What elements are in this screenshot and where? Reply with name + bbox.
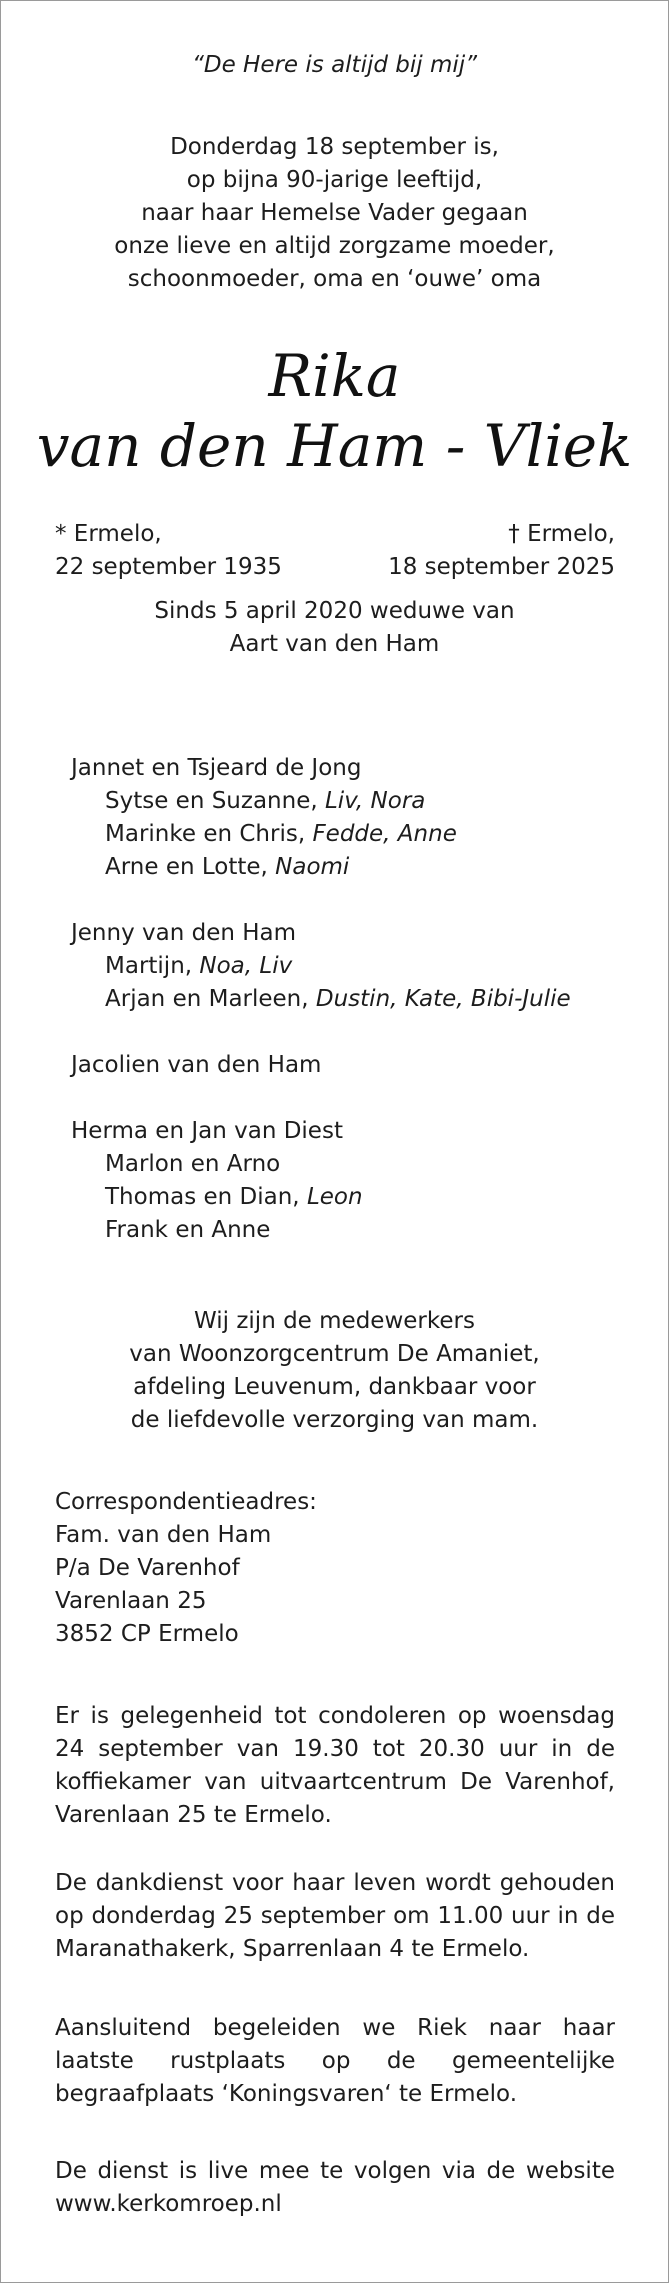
grandchild-line [71,851,631,884]
grandchild-parents: Arjan en Marleen, [105,986,316,1012]
grandchild-parents: Marlon en Arno [105,1151,281,1177]
announcement-line: op bijna 90-jarige leeftijd, [186,167,483,193]
announcement-line: Donderdag 18 september is, [170,134,499,160]
birth-info [55,518,282,584]
grandchild-line [71,950,631,983]
first-name: Rika [268,342,401,410]
address-label: Correspondentieadres: [55,1489,317,1515]
grandchild-line [71,818,631,851]
great-grandchildren: Leon [306,1184,363,1210]
condolence-paragraph: Er is gelegenheid tot condoleren op woensdag 24 september van 19.30 tot 20.30 uur in de koffiekamer van uitvaartcentrum De Varenhof, Varenlaan 25 te Ermelo. [55,1703,615,1828]
great-grandchildren: Noa, Liv [199,953,293,979]
thanks-line: afdeling Leuvenum, dankbaar voor [133,1374,536,1400]
grandchild-parents: Martijn, [105,953,200,979]
grandchild-line [71,983,631,1016]
grandchild-parents: Thomas en Dian, [105,1184,307,1210]
address-line: P/a De Varenhof [55,1555,240,1581]
address-line: 3852 CP Ermelo [55,1621,239,1647]
great-grandchildren: Liv, Nora [324,788,426,814]
family-group [71,1049,631,1082]
spouse-name: Aart van den Ham [229,631,440,657]
birth-place: * Ermelo, [55,521,162,547]
grandchild-parents: Frank en Anne [105,1217,271,1243]
great-grandchildren: Naomi [275,854,350,880]
birth-date: 22 september 1935 [55,554,282,580]
family-group [71,1115,631,1247]
burial-paragraph: Aansluitend begeleiden we Riek naar haar laatste rustplaats op de gemeentelijke begraafplaats ‘Koningsvaren‘ te Ermelo. [55,2015,615,2107]
announcement-line: onze lieve en altijd zorgzame moeder, [114,233,555,259]
thanks-line: de liefdevolle verzorging van mam. [130,1407,539,1433]
family-group [71,752,631,884]
grandchild-line [71,1181,631,1214]
address-line: Varenlaan 25 [55,1588,207,1614]
family-head: Jannet en Tsjeard de Jong [71,755,362,781]
death-date: 18 september 2025 [388,554,615,580]
service-paragraph: De dankdienst voor haar leven wordt gehouden op donderdag 25 september om 11.00 uur in de Maranathakerk, Sparrenlaan 4 te Ermelo. [55,1870,615,1962]
address-line: Fam. van den Ham [55,1522,272,1548]
livestream-paragraph: De dienst is live mee te volgen via de website www.kerkomroep.nl [55,2158,615,2217]
widow-notice [1,595,668,661]
widow-line: Sinds 5 april 2020 weduwe van [154,598,515,624]
death-place: † Ermelo, [508,521,615,547]
announcement [1,131,668,296]
family-head: Jenny van den Ham [71,920,297,946]
grandchild-parents: Arne en Lotte, [105,854,276,880]
family-list [71,752,631,1280]
family-head: Jacolien van den Ham [71,1052,322,1078]
thanks-notice [1,1305,668,1437]
announcement-line: naar haar Hemelse Vader gegaan [141,200,528,226]
motto-quote: “De Here is altijd bij mij” [191,52,478,78]
announcement-line: schoonmoeder, oma en ‘ouwe’ oma [127,266,542,292]
grandchild-parents: Sytse en Suzanne, [105,788,325,814]
thanks-line: van Woonzorgcentrum De Amaniet, [129,1341,540,1367]
family-group [71,917,631,1016]
great-grandchildren: Dustin, Kate, Bibi-Julie [315,986,571,1012]
grandchild-line [71,1148,631,1181]
thanks-line: Wij zijn de medewerkers [194,1308,475,1334]
grandchild-line [71,785,631,818]
family-head: Herma en Jan van Diest [71,1118,343,1144]
deceased-name [1,341,668,481]
full-name: van den Ham - Vliek [36,412,633,480]
correspondence-address [55,1486,615,1651]
great-grandchildren: Fedde, Anne [312,821,457,847]
death-info [388,518,615,584]
grandchild-line [71,1214,631,1247]
grandchild-parents: Marinke en Chris, [105,821,313,847]
